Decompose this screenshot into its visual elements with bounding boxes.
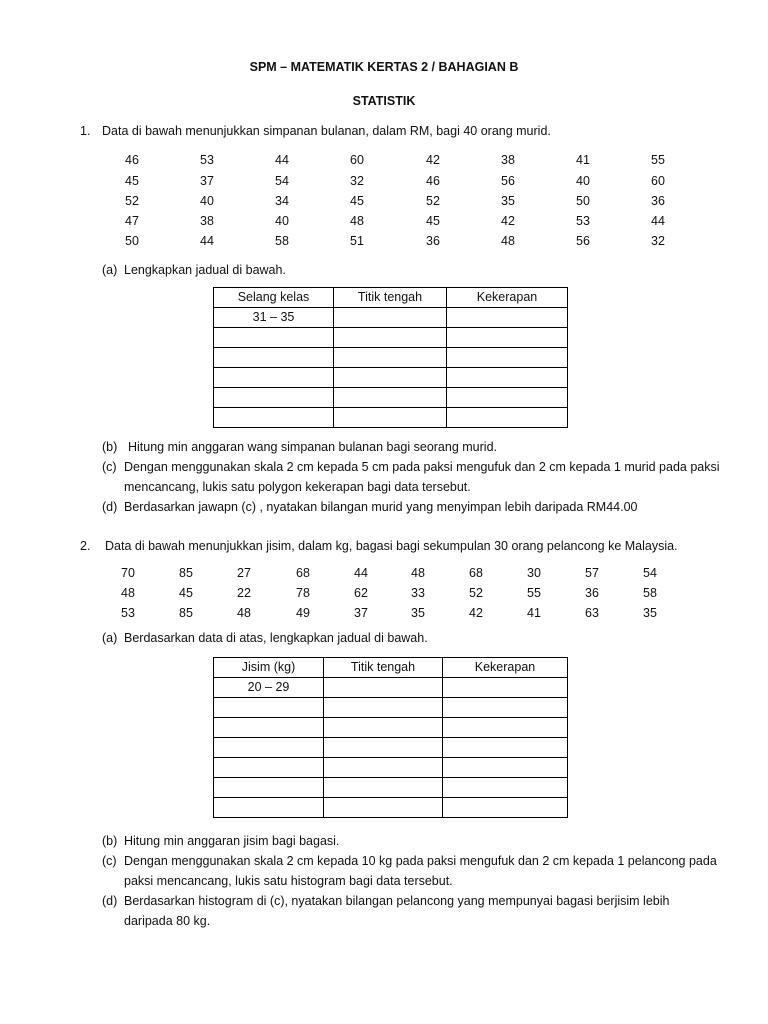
data-value: 85 xyxy=(179,566,193,580)
q2-frequency-table xyxy=(213,657,568,818)
data-value: 70 xyxy=(121,566,135,580)
data-value: 56 xyxy=(501,174,515,188)
q2-part-d-line1: Berdasarkan histogram di (c), nyatakan bilangan pelancong yang mempunyai bagasi berjisim lebih xyxy=(124,894,670,908)
data-value: 42 xyxy=(501,214,515,228)
data-value: 54 xyxy=(275,174,289,188)
data-value: 46 xyxy=(426,174,440,188)
section-title: STATISTIK xyxy=(352,94,416,108)
table-header: Selang kelas xyxy=(214,288,334,308)
table-cell[interactable] xyxy=(214,698,324,718)
table-header: Kekerapan xyxy=(443,658,568,678)
data-value: 52 xyxy=(469,586,483,600)
data-value: 36 xyxy=(426,234,440,248)
table-cell[interactable] xyxy=(324,718,443,738)
data-value: 42 xyxy=(469,606,483,620)
data-value: 62 xyxy=(354,586,368,600)
q1-number: 1. xyxy=(80,124,91,138)
data-value: 22 xyxy=(237,586,251,600)
table-cell[interactable] xyxy=(214,348,334,368)
data-value: 33 xyxy=(411,586,425,600)
table-cell[interactable] xyxy=(447,308,568,328)
data-value: 35 xyxy=(643,606,657,620)
data-value: 58 xyxy=(275,234,289,248)
q2-part-c-line1: Dengan menggunakan skala 2 cm kepada 10 kg pada paksi mengufuk dan 2 cm kepada 1 pelancong pada xyxy=(124,854,717,868)
table-cell[interactable] xyxy=(324,678,443,698)
data-value: 38 xyxy=(501,153,515,167)
table-cell: 20 – 29 xyxy=(214,678,324,698)
q2-part-d-label: (d) xyxy=(102,894,118,908)
data-value: 48 xyxy=(121,586,135,600)
table-cell[interactable] xyxy=(214,798,324,818)
data-value: 53 xyxy=(200,153,214,167)
table-cell[interactable] xyxy=(334,408,447,428)
table-cell[interactable] xyxy=(443,758,568,778)
data-value: 53 xyxy=(576,214,590,228)
q1-part-d-text: Berdasarkan jawapn (c) , nyatakan bilangan murid yang menyimpan lebih daripada RM44.00 xyxy=(124,500,638,514)
data-value: 49 xyxy=(296,606,310,620)
table-cell[interactable] xyxy=(214,388,334,408)
table-cell[interactable] xyxy=(443,798,568,818)
data-value: 68 xyxy=(296,566,310,580)
data-value: 50 xyxy=(576,194,590,208)
data-value: 36 xyxy=(585,586,599,600)
q1-part-c-label: (c) xyxy=(102,460,117,474)
table-cell[interactable] xyxy=(447,388,568,408)
data-value: 60 xyxy=(651,174,665,188)
data-value: 45 xyxy=(179,586,193,600)
data-value: 85 xyxy=(179,606,193,620)
table-cell[interactable] xyxy=(447,408,568,428)
data-value: 52 xyxy=(125,194,139,208)
q1-part-a-text: Lengkapkan jadual di bawah. xyxy=(124,263,286,277)
table-cell[interactable] xyxy=(443,718,568,738)
data-value: 52 xyxy=(426,194,440,208)
table-cell[interactable] xyxy=(324,698,443,718)
q2-part-a-text: Berdasarkan data di atas, lengkapkan jadual di bawah. xyxy=(124,631,428,645)
q1-frequency-table xyxy=(213,287,568,428)
q2-text: Data di bawah menunjukkan jisim, dalam kg, bagasi bagi sekumpulan 30 orang pelancong ke Malaysia. xyxy=(105,539,678,553)
data-value: 63 xyxy=(585,606,599,620)
table-cell[interactable] xyxy=(214,718,324,738)
table-header: Titik tengah xyxy=(334,288,447,308)
q2-part-b-label: (b) xyxy=(102,834,118,848)
data-value: 44 xyxy=(354,566,368,580)
data-value: 35 xyxy=(501,194,515,208)
table-cell[interactable] xyxy=(324,758,443,778)
table-cell[interactable] xyxy=(447,328,568,348)
q1-part-c-line2: mencancang, lukis satu polygon kekerapan bagi data tersebut. xyxy=(124,480,471,494)
data-value: 44 xyxy=(200,234,214,248)
table-cell[interactable] xyxy=(443,738,568,758)
data-value: 53 xyxy=(121,606,135,620)
data-value: 48 xyxy=(237,606,251,620)
data-value: 36 xyxy=(651,194,665,208)
data-value: 56 xyxy=(576,234,590,248)
data-value: 40 xyxy=(275,214,289,228)
data-value: 40 xyxy=(576,174,590,188)
table-cell[interactable] xyxy=(334,388,447,408)
table-cell[interactable] xyxy=(214,328,334,348)
data-value: 34 xyxy=(275,194,289,208)
data-value: 55 xyxy=(527,586,541,600)
q1-part-d-label: (d) xyxy=(102,500,118,514)
table-cell[interactable] xyxy=(214,778,324,798)
table-header: Titik tengah xyxy=(324,658,443,678)
q2-part-b-text: Hitung min anggaran jisim bagi bagasi. xyxy=(124,834,340,848)
table-cell: 31 – 35 xyxy=(214,308,334,328)
table-cell[interactable] xyxy=(214,368,334,388)
q2-part-a-label: (a) xyxy=(102,631,118,645)
table-cell[interactable] xyxy=(214,758,324,778)
data-value: 30 xyxy=(527,566,541,580)
q1-part-b-label: (b) xyxy=(102,440,118,454)
table-cell[interactable] xyxy=(447,368,568,388)
data-value: 68 xyxy=(469,566,483,580)
data-value: 48 xyxy=(411,566,425,580)
data-value: 41 xyxy=(576,153,590,167)
page-title: SPM – MATEMATIK KERTAS 2 / BAHAGIAN B xyxy=(249,60,519,74)
q1-part-a-label: (a) xyxy=(102,263,118,277)
data-value: 41 xyxy=(527,606,541,620)
table-cell[interactable] xyxy=(214,408,334,428)
data-value: 42 xyxy=(426,153,440,167)
data-value: 57 xyxy=(585,566,599,580)
data-value: 32 xyxy=(350,174,364,188)
data-value: 45 xyxy=(125,174,139,188)
data-value: 38 xyxy=(200,214,214,228)
q1-text: Data di bawah menunjukkan simpanan bulanan, dalam RM, bagi 40 orang murid. xyxy=(102,124,551,138)
data-value: 44 xyxy=(275,153,289,167)
data-value: 35 xyxy=(411,606,425,620)
data-value: 51 xyxy=(350,234,364,248)
data-value: 48 xyxy=(350,214,364,228)
table-cell[interactable] xyxy=(214,738,324,758)
table-cell[interactable] xyxy=(324,798,443,818)
data-value: 40 xyxy=(200,194,214,208)
table-cell[interactable] xyxy=(334,348,447,368)
data-value: 45 xyxy=(426,214,440,228)
data-value: 60 xyxy=(350,153,364,167)
data-value: 54 xyxy=(643,566,657,580)
table-header: Kekerapan xyxy=(447,288,568,308)
data-value: 32 xyxy=(651,234,665,248)
table-cell[interactable] xyxy=(443,678,568,698)
q1-part-c-line1: Dengan menggunakan skala 2 cm kepada 5 cm pada paksi mengufuk dan 2 cm kepada 1 murid pada paksi xyxy=(124,460,720,474)
q2-part-c-line2: paksi mencancang, lukis satu histogram bagi data tersebut. xyxy=(124,874,453,888)
data-value: 37 xyxy=(354,606,368,620)
data-value: 46 xyxy=(125,153,139,167)
data-value: 44 xyxy=(651,214,665,228)
table-cell[interactable] xyxy=(447,348,568,368)
q2-part-c-label: (c) xyxy=(102,854,117,868)
table-cell[interactable] xyxy=(334,328,447,348)
table-cell[interactable] xyxy=(324,738,443,758)
data-value: 78 xyxy=(296,586,310,600)
q2-part-d-line2: daripada 80 kg. xyxy=(124,914,211,928)
data-value: 48 xyxy=(501,234,515,248)
table-cell[interactable] xyxy=(334,368,447,388)
table-cell[interactable] xyxy=(324,778,443,798)
data-value: 58 xyxy=(643,586,657,600)
table-cell[interactable] xyxy=(443,778,568,798)
table-cell[interactable] xyxy=(334,308,447,328)
table-cell[interactable] xyxy=(443,698,568,718)
data-value: 37 xyxy=(200,174,214,188)
data-value: 45 xyxy=(350,194,364,208)
data-value: 47 xyxy=(125,214,139,228)
q2-number: 2. xyxy=(80,539,91,553)
data-value: 27 xyxy=(237,566,251,580)
table-header: Jisim (kg) xyxy=(214,658,324,678)
q1-part-b-text: Hitung min anggaran wang simpanan bulanan bagi seorang murid. xyxy=(128,440,497,454)
data-value: 55 xyxy=(651,153,665,167)
data-value: 50 xyxy=(125,234,139,248)
